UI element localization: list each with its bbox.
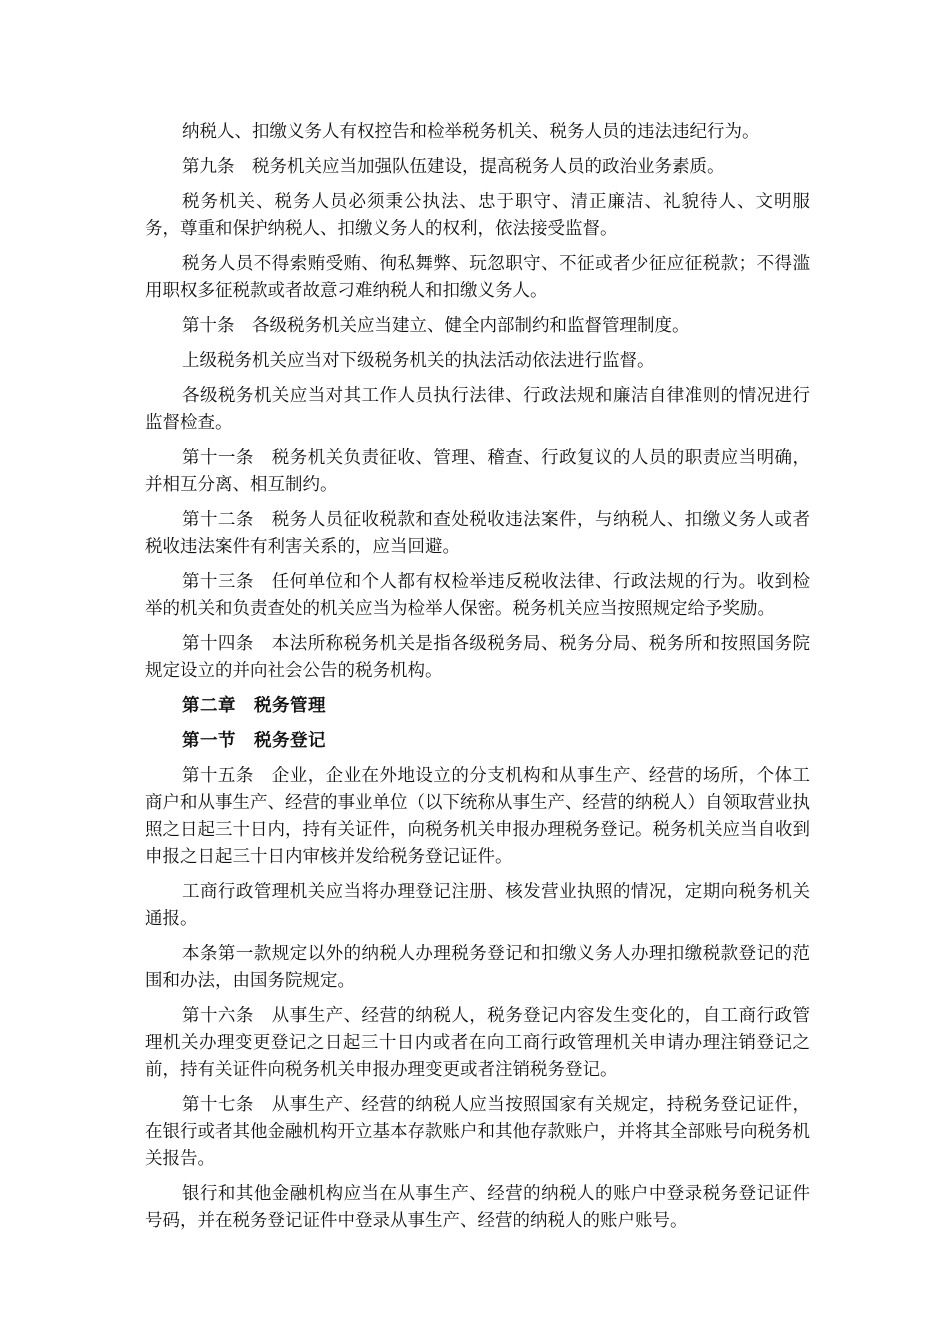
article-14: 第十四条 本法所称税务机关是指各级税务局、税务分局、税务所和按照国务院规定设立的并向社会公告的税务机构。	[145, 634, 810, 681]
article-15: 第十五条 企业，企业在外地设立的分支机构和从事生产、经营的场所，个体工商户和从事生产、经营的事业单位（以下统称从事生产、经营的纳税人）自领取营业执照之日起三十日内，持有关证件，向税务机关申报办理税务登记。税务机关应当自收到申报之日起三十日内审核并发给税务登记证件。	[145, 766, 810, 867]
article-12: 第十二条 税务人员征收税款和查处税收违法案件，与纳税人、扣缴义务人或者税收违法案件有利害关系的，应当回避。	[145, 510, 810, 557]
article-16: 第十六条 从事生产、经营的纳税人，税务登记内容发生变化的，自工商行政管理机关办理变更登记之日起三十日内或者在向工商行政管理机关申请办理注销登记之前，持有关证件向税务机关申报办理变更或者注销税务登记。	[145, 1006, 810, 1080]
chapter-heading: 第二章 税务管理	[182, 696, 326, 716]
article-17: 第十七条 从事生产、经营的纳税人应当按照国家有关规定，持税务登记证件，在银行或者其他金融机构开立基本存款账户和其他存款账户，并将其全部账号向税务机关报告。	[145, 1095, 810, 1169]
paragraph: 银行和其他金融机构应当在从事生产、经营的纳税人的账户中登录税务登记证件号码，并在税务登记证件中登录从事生产、经营的纳税人的账户账号。	[145, 1184, 810, 1231]
article-11: 第十一条 税务机关负责征收、管理、稽查、行政复议的人员的职责应当明确，并相互分离、相互制约。	[145, 448, 810, 495]
paragraph: 税务人员不得索贿受贿、徇私舞弊、玩忽职守、不征或者少征应征税款；不得滥用职权多征税款或者故意刁难纳税人和扣缴义务人。	[145, 254, 810, 301]
article-10: 第十条 各级税务机关应当建立、健全内部制约和监督管理制度。	[182, 316, 690, 336]
article-13: 第十三条 任何单位和个人都有权检举违反税收法律、行政法规的行为。收到检举的机关和负责查处的机关应当为检举人保密。税务机关应当按照规定给予奖励。	[145, 572, 810, 619]
paragraph: 工商行政管理机关应当将办理登记注册、核发营业执照的情况，定期向税务机关通报。	[145, 882, 810, 929]
paragraph: 上级税务机关应当对下级税务机关的执法活动依法进行监督。	[182, 351, 655, 371]
document-body	[145, 119, 810, 1243]
paragraph: 本条第一款规定以外的纳税人办理税务登记和扣缴义务人办理扣缴税款登记的范围和办法，由国务院规定。	[145, 944, 810, 991]
paragraph: 税务机关、税务人员必须秉公执法、忠于职守、清正廉洁、礼貌待人、文明服务，尊重和保护纳税人、扣缴义务人的权利，依法接受监督。	[145, 192, 810, 239]
section-heading: 第一节 税务登记	[182, 731, 326, 751]
paragraph: 纳税人、扣缴义务人有权控告和检举税务机关、税务人员的违法违纪行为。	[182, 122, 760, 142]
paragraph: 各级税务机关应当对其工作人员执行法律、行政法规和廉洁自律准则的情况进行监督检查。	[145, 386, 810, 433]
article-9: 第九条 税务机关应当加强队伍建设，提高税务人员的政治业务素质。	[182, 157, 725, 177]
